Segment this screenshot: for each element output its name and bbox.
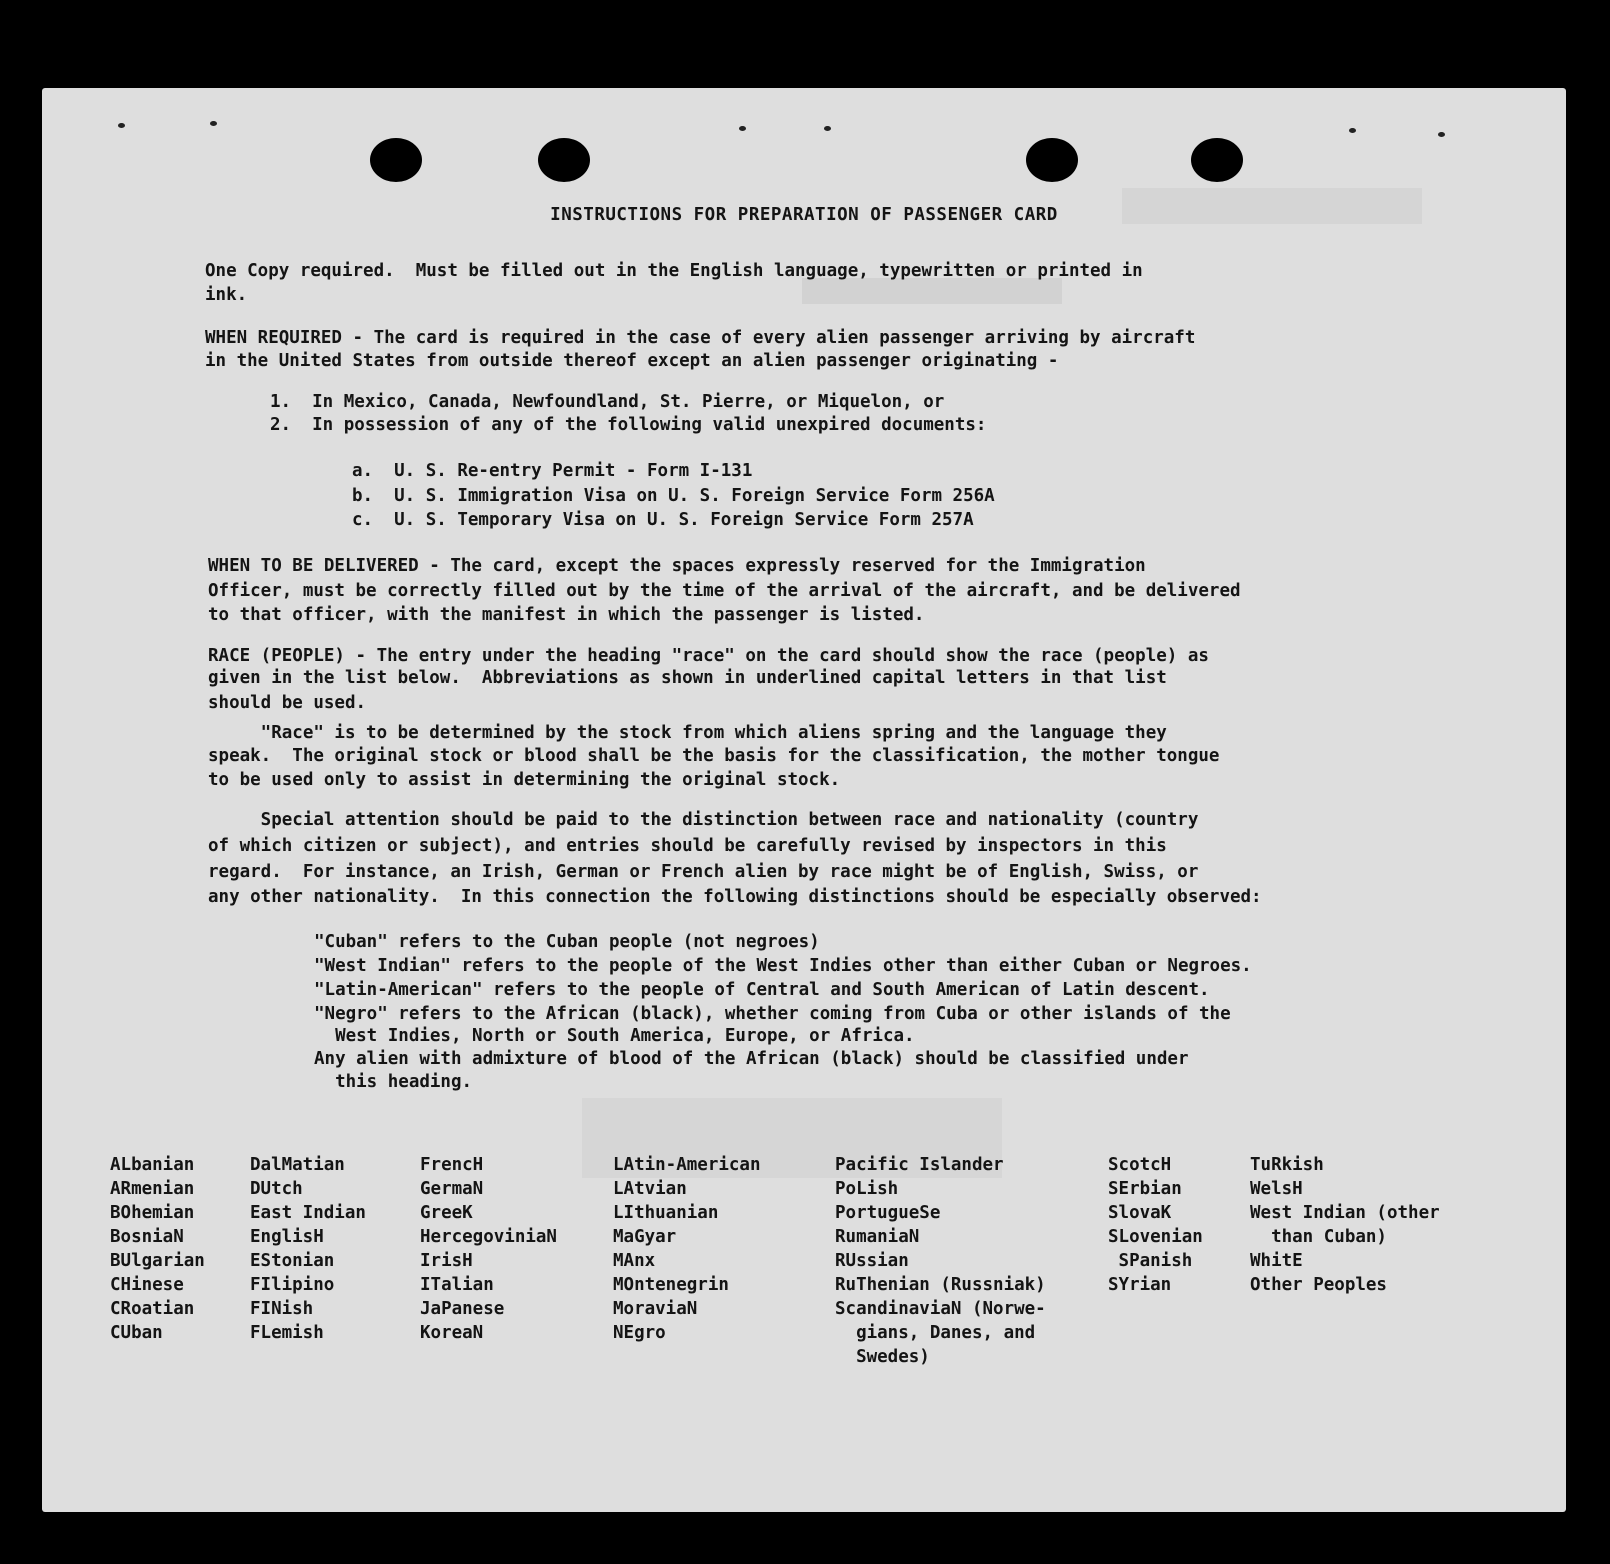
race-column	[1250, 1153, 1440, 1297]
race-entry: RuThenian (Russniak)	[835, 1275, 1046, 1295]
race-entry: WelsH	[1250, 1179, 1303, 1199]
when-delivered-line: to that officer, with the manifest in which the passenger is listed.	[208, 605, 925, 625]
condition-item: 2. In possession of any of the following valid unexpired documents:	[270, 415, 987, 435]
race-entry: CHinese	[110, 1275, 184, 1295]
race-column	[250, 1153, 366, 1345]
race-column	[1108, 1153, 1203, 1297]
race-entry: RumaniaN	[835, 1227, 920, 1247]
race-entry: SPanish	[1108, 1251, 1193, 1271]
distinction-line: "West Indian" refers to the people of the West Indies other than either Cuban or Negroes.	[314, 956, 1252, 976]
race-entry: TuRkish	[1250, 1155, 1324, 1175]
race-entry: BosniaN	[110, 1227, 184, 1247]
special-attention-line: Special attention should be paid to the distinction between race and nationality (country	[208, 810, 1199, 830]
intro-line: One Copy required. Must be filled out in the English language, typewritten or printed in	[205, 261, 1143, 281]
speck	[1438, 132, 1445, 137]
document-item: c. U. S. Temporary Visa on U. S. Foreign Service Form 257A	[352, 510, 974, 530]
race-entry: DalMatian	[250, 1155, 345, 1175]
race-entry: KoreaN	[420, 1323, 484, 1343]
race-people-line: given in the list below. Abbreviations as shown in underlined capital letters in that list	[208, 668, 1167, 688]
race-entry: LAtin-American	[613, 1155, 761, 1175]
distinction-line: West Indies, North or South America, Europe, or Africa.	[314, 1026, 915, 1046]
race-entry: FIlipino	[250, 1275, 335, 1295]
special-attention-line: regard. For instance, an Irish, German or French alien by race might be of English, Swiss, or	[208, 862, 1199, 882]
distinction-line: this heading.	[314, 1072, 473, 1092]
race-entry: CUban	[110, 1323, 163, 1343]
special-attention-line: of which citizen or subject), and entries should be carefully revised by inspectors in this	[208, 836, 1167, 856]
race-definition-line: "Race" is to be determined by the stock from which aliens spring and the language they	[208, 723, 1167, 743]
punch-hole	[1026, 138, 1078, 182]
race-entry: RUssian	[835, 1251, 909, 1271]
race-entry: ALbanian	[110, 1155, 195, 1175]
race-entry: IrisH	[420, 1251, 473, 1271]
race-entry: LAtvian	[613, 1179, 687, 1199]
race-entry: NEgro	[613, 1323, 666, 1343]
race-column	[110, 1153, 205, 1345]
speck	[210, 121, 217, 126]
race-entry: EStonian	[250, 1251, 335, 1271]
race-entry: LIthuanian	[613, 1203, 719, 1223]
race-entry: PoLish	[835, 1179, 899, 1199]
race-entry: FrencH	[420, 1155, 484, 1175]
race-entry: MOntenegrin	[613, 1275, 729, 1295]
special-attention-line: any other nationality. In this connection the following distinctions should be especially observed:	[208, 887, 1262, 907]
race-entry: MAnx	[613, 1251, 656, 1271]
race-column	[835, 1153, 1046, 1369]
race-entry: WhitE	[1250, 1251, 1303, 1271]
when-required-line: WHEN REQUIRED - The card is required in the case of every alien passenger arriving by aircraft	[205, 328, 1196, 348]
race-column	[613, 1153, 761, 1345]
race-entry: gians, Danes, and	[835, 1323, 1036, 1343]
race-entry: JaPanese	[420, 1299, 505, 1319]
race-entry: ARmenian	[110, 1179, 195, 1199]
punch-hole	[1191, 138, 1243, 182]
punch-hole	[538, 138, 590, 182]
race-entry: Pacific Islander	[835, 1155, 1004, 1175]
race-entry: Swedes)	[835, 1347, 930, 1367]
document-sheet	[42, 88, 1566, 1512]
document-title: INSTRUCTIONS FOR PREPARATION OF PASSENGER CARD	[550, 205, 1058, 225]
race-entry: EnglisH	[250, 1227, 324, 1247]
race-entry: East Indian	[250, 1203, 366, 1223]
speck	[739, 126, 746, 131]
distinction-line: "Latin-American" refers to the people of Central and South American of Latin descent.	[314, 980, 1210, 1000]
race-entry: ScotcH	[1108, 1155, 1172, 1175]
race-entry: HercegoviniaN	[420, 1227, 557, 1247]
speck	[824, 126, 831, 131]
race-entry: SlovaK	[1108, 1203, 1172, 1223]
race-entry: MaGyar	[613, 1227, 677, 1247]
race-definition-line: speak. The original stock or blood shall be the basis for the classification, the mother tongue	[208, 746, 1220, 766]
race-entry: SLovenian	[1108, 1227, 1203, 1247]
race-entry: BOhemian	[110, 1203, 195, 1223]
race-entry: SErbian	[1108, 1179, 1182, 1199]
when-delivered-line: Officer, must be correctly filled out by the time of the arrival of the aircraft, and be delivered	[208, 581, 1241, 601]
race-entry: GermaN	[420, 1179, 484, 1199]
race-entry: FINish	[250, 1299, 314, 1319]
race-entry: MoraviaN	[613, 1299, 698, 1319]
intro-line: ink.	[205, 285, 248, 305]
race-entry: SYrian	[1108, 1275, 1172, 1295]
when-delivered-line: WHEN TO BE DELIVERED - The card, except the spaces expressly reserved for the Immigration	[208, 556, 1146, 576]
race-definition-line: to be used only to assist in determining the original stock.	[208, 770, 841, 790]
race-entry: than Cuban)	[1250, 1227, 1387, 1247]
race-people-line: RACE (PEOPLE) - The entry under the heading "race" on the card should show the race (people) as	[208, 646, 1209, 666]
race-entry: ITalian	[420, 1275, 494, 1295]
race-entry: Other Peoples	[1250, 1275, 1387, 1295]
when-required-line: in the United States from outside thereof except an alien passenger originating -	[205, 351, 1059, 371]
speck	[118, 123, 125, 128]
race-entry: West Indian (other	[1250, 1203, 1440, 1223]
race-entry: ScandinaviaN (Norwe-	[835, 1299, 1046, 1319]
condition-item: 1. In Mexico, Canada, Newfoundland, St. Pierre, or Miquelon, or	[270, 392, 945, 412]
race-people-line: should be used.	[208, 693, 367, 713]
race-entry: FLemish	[250, 1323, 324, 1343]
race-entry: DUtch	[250, 1179, 303, 1199]
race-entry: BUlgarian	[110, 1251, 205, 1271]
distinction-line: "Negro" refers to the African (black), whether coming from Cuba or other islands of the	[314, 1004, 1231, 1024]
race-entry: GreeK	[420, 1203, 473, 1223]
race-entry: PortugueSe	[835, 1203, 941, 1223]
document-item: a. U. S. Re-entry Permit - Form I-131	[352, 461, 753, 481]
punch-hole	[370, 138, 422, 182]
document-item: b. U. S. Immigration Visa on U. S. Foreign Service Form 256A	[352, 486, 995, 506]
speck	[1349, 128, 1356, 133]
distinction-line: Any alien with admixture of blood of the African (black) should be classified under	[314, 1049, 1189, 1069]
distinction-line: "Cuban" refers to the Cuban people (not negroes)	[314, 932, 820, 952]
race-column	[420, 1153, 557, 1345]
race-entry: CRoatian	[110, 1299, 195, 1319]
